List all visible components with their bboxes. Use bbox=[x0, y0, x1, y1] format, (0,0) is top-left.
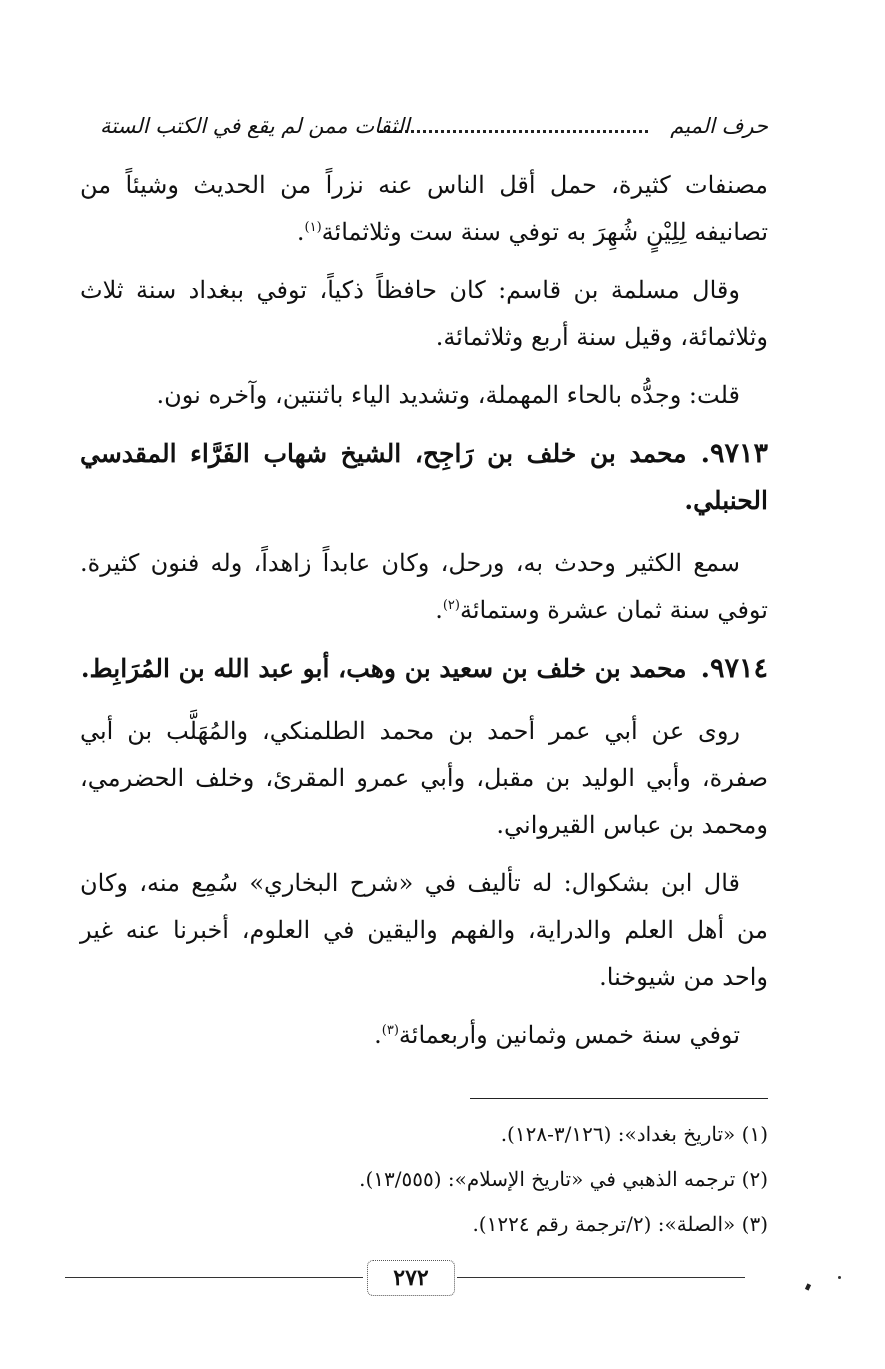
footnotes bbox=[200, 1112, 768, 1247]
footnote-ref-3: (٣) bbox=[381, 1023, 399, 1038]
entry-heading-9714 bbox=[80, 645, 768, 692]
body-text bbox=[80, 162, 768, 1070]
paragraph-6: قال ابن بشكوال: له تأليف في «شرح البخاري» سُمِع منه، وكان من أهل العلم والدراية، والفهم واليقين في العلوم، أخبرنا عنه غير واحد من شيوخنا. bbox=[80, 869, 768, 991]
entry-name: محمد بن خلف بن سعيد بن وهب، أبو عبد الله بن المُرَابِط. bbox=[80, 654, 687, 683]
footnote-2: (٢) ترجمه الذهبي في «تاريخ الإسلام»: (١٣/٥٥٥). bbox=[359, 1167, 768, 1191]
paragraph-2: وقال مسلمة بن قاسم: كان حافظاً ذكياً، توفي ببغداد سنة ثلاث وثلاثمائة، وقيل سنة أربع وثلاثمائة. bbox=[80, 276, 768, 351]
paragraph-5: روى عن أبي عمر أحمد بن محمد الطلمنكي، والمُهَلَّب بن أبي صفرة، وأبي الوليد بن مقبل، وأبي عمرو المقرئ، وخلف الحضرمي، ومحمد بن عباس القيرواني. bbox=[80, 717, 768, 839]
header-dotted-rule bbox=[380, 130, 648, 133]
scan-speck bbox=[838, 1276, 841, 1279]
footnote-separator bbox=[470, 1098, 768, 1099]
paragraph-4: سمع الكثير وحدث به، ورحل، وكان عابداً زاهداً، وله فنون كثيرة. توفي سنة ثمان عشرة وستمائة$^{(٢)}$. bbox=[80, 549, 768, 624]
page-footer bbox=[65, 1258, 745, 1298]
paragraph-7: توفي سنة خمس وثمانين وأربعمائة$^{(٣)}$. bbox=[374, 1021, 740, 1049]
paragraph-3: قلت: وجدُّه بالحاء المهملة، وتشديد الياء باثنتين، وآخره نون. bbox=[156, 381, 740, 409]
footnote-ref-2: (٢) bbox=[442, 598, 460, 613]
footnote-1: (١) «تاريخ بغداد»: (٣/١٢٦-١٢٨). bbox=[500, 1122, 768, 1146]
footer-rule-left bbox=[65, 1277, 363, 1278]
footer-rule-right bbox=[457, 1277, 745, 1278]
footnote-3: (٣) «الصلة»: (٢/ترجمة رقم ١٢٢٤). bbox=[472, 1212, 768, 1236]
running-header bbox=[100, 108, 768, 144]
entry-number: ٩٧١٣. bbox=[700, 438, 768, 469]
footnote-ref-1: (١) bbox=[304, 220, 322, 235]
header-chapter: حرف الميم bbox=[670, 114, 768, 138]
scan-speck bbox=[805, 1283, 811, 1290]
paragraph-1: مصنفات كثيرة، حمل أقل الناس عنه نزراً من الحديث وشيئاً من تصانيفه لِلِيْنٍ شُهِرَ به توفي سنة ست وثلاثمائة$^{(١)}$. bbox=[80, 171, 768, 246]
entry-heading-9713 bbox=[80, 430, 768, 524]
entry-number: ٩٧١٤. bbox=[700, 653, 768, 684]
page-number: ٢٧٢ bbox=[367, 1260, 455, 1296]
entry-name: محمد بن خلف بن رَاجِح، الشيخ شهاب الفَرَّاء المقدسي الحنبلي. bbox=[80, 439, 768, 515]
header-book-title: الثقات ممن لم يقع في الكتب الستة bbox=[100, 114, 410, 138]
